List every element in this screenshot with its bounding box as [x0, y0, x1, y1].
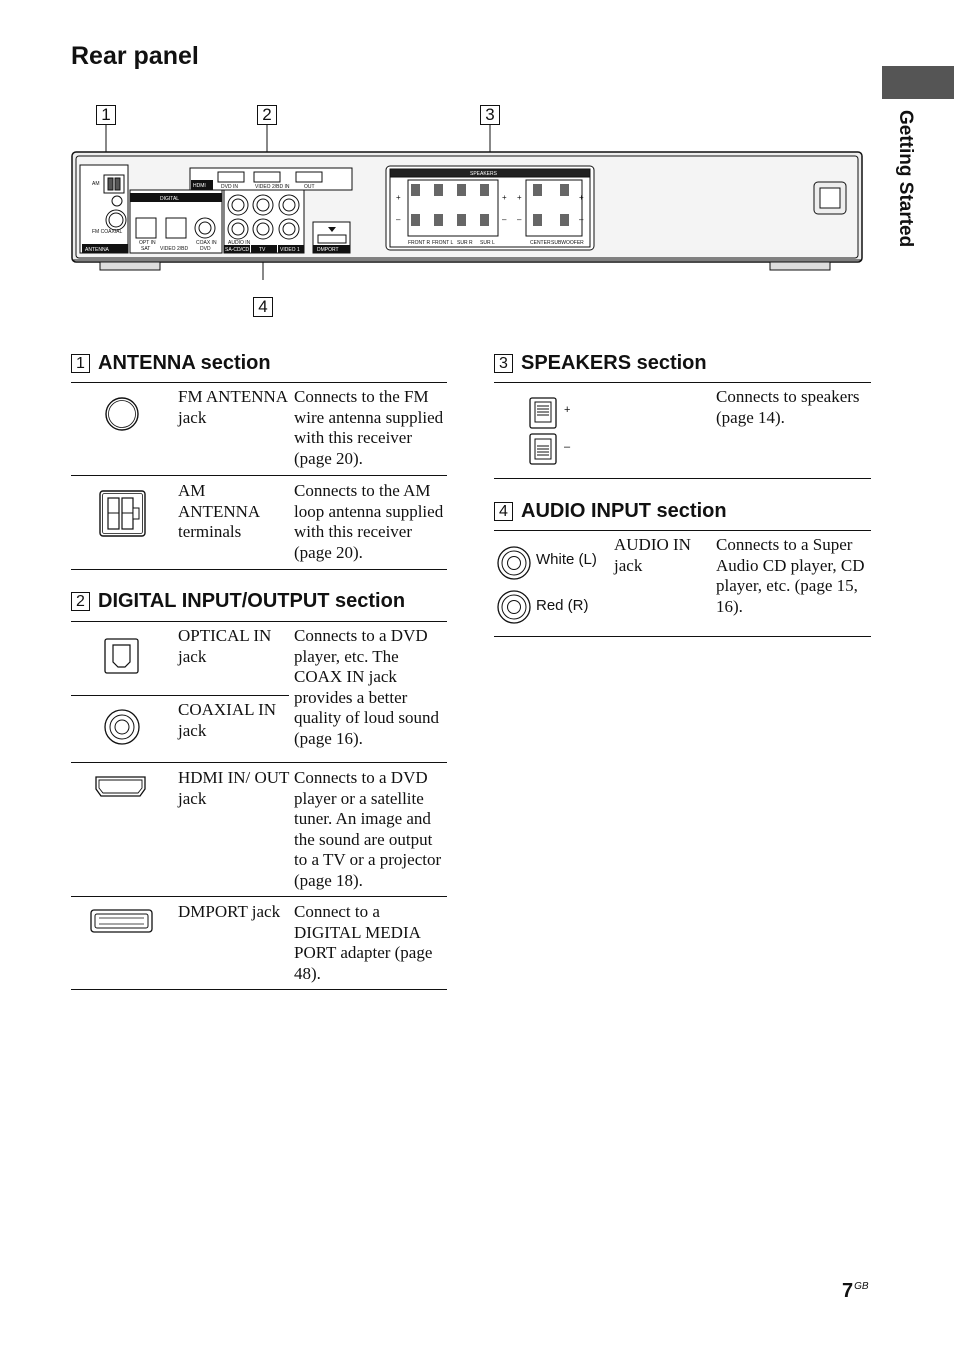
panel-label-front-r: FRONT R — [408, 240, 431, 246]
table-rule — [71, 621, 447, 622]
panel-label-dmport: DMPORT — [317, 247, 339, 253]
panel-label-front-l: FRONT L — [432, 240, 454, 246]
dmport-name: DMPORT jack — [178, 902, 281, 921]
audio-in-desc: Connects to a Super Audio CD player, CD player, etc. (page 15, 16). — [716, 535, 865, 616]
audio-in-name: AUDIO IN jack — [614, 535, 691, 575]
fm-antenna-name: FM ANTENNA jack — [178, 387, 288, 427]
optical-coax-desc: Connects to a DVD player, etc. The COAX IN jack provides a better quality of loud sound (page 16). — [294, 626, 439, 748]
section-title: DIGITAL INPUT/OUTPUT section — [98, 590, 406, 612]
panel-label-dvd: DVD — [200, 246, 211, 252]
page-number-value: 7 — [842, 1280, 854, 1302]
table-rule — [494, 478, 871, 479]
hdmi-desc: Connects to a DVD player or a satellite tuner. An image and the sound are output to a TV or a projector (page 18). — [294, 768, 442, 890]
panel-label-fm-coaxial: FM COAXIAL — [92, 229, 123, 235]
table-rule — [494, 530, 871, 531]
coaxial-jack-icon — [104, 708, 140, 746]
dmport-desc: Connect to a DIGITAL MEDIA PORT adapter (page 48). — [294, 902, 433, 983]
coaxial-in-name: COAXIAL IN jack — [178, 700, 277, 740]
table-rule — [71, 569, 447, 570]
section-title: ANTENNA section — [98, 352, 271, 374]
panel-label-coax-in: COAX IN — [196, 240, 217, 246]
dmport-jack-icon — [90, 909, 154, 935]
panel-label-opt-in: OPT IN — [139, 240, 156, 246]
section-title: AUDIO INPUT section — [521, 500, 727, 522]
am-antenna-name: AM ANTENNA terminals — [178, 481, 260, 541]
speaker-minus-label: – — [564, 441, 571, 453]
table-rule — [71, 989, 447, 990]
digital-section-heading — [71, 590, 405, 613]
rear-panel-diagram — [60, 120, 870, 280]
am-antenna-terminals-icon — [99, 490, 147, 538]
table-rule — [71, 695, 289, 696]
section-number: 3 — [494, 354, 513, 373]
panel-plus-3: + — [517, 193, 522, 202]
table-rule — [71, 475, 447, 476]
panel-label-out: OUT — [304, 184, 315, 190]
side-tab-label: Getting Started — [895, 110, 916, 248]
panel-minus-2: – — [502, 215, 507, 224]
panel-minus-3: – — [517, 215, 522, 224]
panel-label-audio-in: AUDIO IN — [228, 240, 251, 246]
callout-4: 4 — [253, 297, 273, 317]
section-number: 4 — [494, 502, 513, 521]
fm-antenna-jack-icon — [104, 396, 140, 432]
audio-jack-red-icon — [496, 589, 532, 625]
table-rule — [71, 382, 447, 383]
callout-1: 1 — [96, 105, 116, 125]
white-l-label: White (L) — [536, 551, 597, 568]
panel-label-am: AM — [92, 181, 100, 187]
am-antenna-desc: Connects to the AM loop antenna supplied with this receiver (page 20). — [294, 481, 444, 562]
panel-label-video1: VIDEO 1 — [280, 247, 300, 253]
panel-label-dvd-in: DVD IN — [221, 184, 238, 190]
speaker-terminal-icon — [528, 397, 560, 467]
fm-antenna-desc: Connects to the FM wire antenna supplied with this receiver (page 20). — [294, 387, 444, 468]
audio-section-heading — [494, 500, 727, 523]
panel-label-sat: SAT — [141, 246, 151, 252]
optical-jack-icon — [104, 638, 140, 676]
callout-2: 2 — [257, 105, 277, 125]
section-number: 1 — [71, 354, 90, 373]
optical-in-name: OPTICAL IN jack — [178, 626, 272, 666]
panel-label-sur-r: SUR R — [457, 240, 473, 246]
panel-plus-2: + — [502, 193, 507, 202]
hdmi-jack-icon — [95, 775, 147, 799]
panel-plus-4: + — [579, 193, 584, 202]
table-rule — [494, 636, 871, 637]
section-title: SPEAKERS section — [521, 352, 707, 374]
panel-label-center: CENTER — [530, 240, 551, 246]
panel-minus-1: – — [396, 215, 401, 224]
panel-minus-4: – — [579, 215, 584, 224]
panel-label-sur-l: SUR L — [480, 240, 495, 246]
red-r-label: Red (R) — [536, 597, 589, 614]
panel-label-antenna: ANTENNA — [85, 247, 109, 253]
side-tab — [880, 110, 928, 260]
panel-plus-1: + — [396, 193, 401, 202]
speaker-plus-label: + — [564, 404, 571, 416]
hdmi-name: HDMI IN/ OUT jack — [178, 768, 290, 808]
speakers-desc: Connects to speakers (page 14). — [716, 387, 860, 427]
antenna-section-heading — [71, 352, 271, 375]
panel-label-digital: DIGITAL — [160, 196, 180, 202]
panel-label-video2-bd: VIDEO 2/BD — [160, 246, 189, 252]
speakers-section-heading — [494, 352, 707, 375]
callout-3: 3 — [480, 105, 500, 125]
panel-label-video2-bd-in: VIDEO 2/BD IN — [255, 184, 290, 190]
panel-label-subwoofer: SUBWOOFER — [551, 240, 584, 246]
audio-jack-white-icon — [496, 545, 532, 581]
table-rule — [71, 896, 447, 897]
panel-label-speakers: SPEAKERS — [470, 171, 497, 177]
section-number: 2 — [71, 592, 90, 611]
page-number-suffix: GB — [854, 1281, 869, 1292]
panel-label-hdmi: HDMI — [193, 183, 206, 189]
table-rule — [71, 762, 447, 763]
panel-label-tv: TV — [259, 247, 266, 253]
page-number — [842, 1280, 869, 1303]
table-rule — [494, 382, 871, 383]
side-tab-marker — [882, 66, 954, 99]
panel-label-sa-cd: SA-CD/CD — [225, 247, 250, 253]
page-title: Rear panel — [71, 42, 199, 70]
